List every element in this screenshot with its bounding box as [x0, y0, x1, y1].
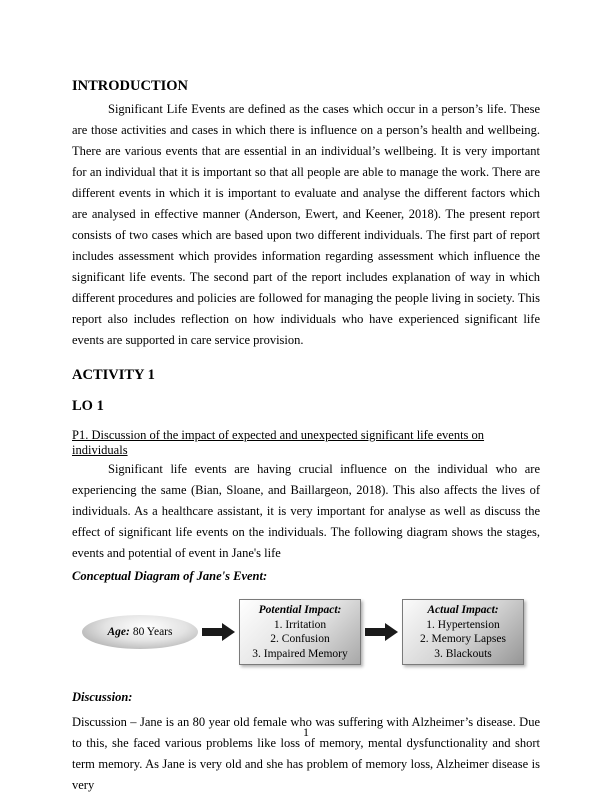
arrow-shaft: [202, 628, 222, 636]
actual-impact-item: 3. Blackouts: [434, 647, 492, 660]
discussion-paragraph: Discussion – Jane is an 80 year old female who was suffering with Alzheimer’s disease. Due to this, she faced various problems like loss of memory, mental dysfunctionality and short term memory. As Jane is very old and she has problem of memory loss, Alzheimer disease is very: [72, 715, 540, 792]
arrow-right-icon: [365, 623, 398, 641]
actual-impact-item: 2. Memory Lapses: [420, 633, 506, 645]
potential-impact-item: 3. Impaired Memory: [252, 647, 348, 660]
arrow-right-icon: [202, 623, 235, 641]
introduction-paragraph: Significant Life Events are defined as the cases which occur in a person’s life. These are those activities and cases in which there is influence on a person’s health and wellbeing. There are various events that are essential in an individual’s wellbeing. It is very important for an individual that it is important so that all people are able to manage the work. There are different events in which it is important to evaluate and analyse the different factors which are analysed in effective manner (Anderson, Ewert, and Keener, 2018). The present report consists of two cases which are based upon two different individuals. The first part of report includes assessment which provides information regarding assessment which influence the significant life events. The second part of the report includes explanation of way in which different procedures and policies are followed for managing the people living in society. This report also includes reflection on how individuals who have experienced significant life events are supported in care service provision.: [72, 102, 540, 347]
actual-impact-box: [402, 599, 524, 665]
diagram-caption: Conceptual Diagram of Jane's Event:: [72, 569, 268, 583]
arrow-shaft: [365, 628, 385, 636]
heading-introduction: INTRODUCTION: [72, 78, 189, 94]
p1-paragraph: Significant life events are having crucial influence on the individual who are experiencing the same (Bian, Sloane, and Baillargeon, 2018). This also affects the lives of individuals. As a healthcare assistant, it is very important for analyse as well as discuss the effect of significant life events on the individuals. The following diagram shows the stages, events and potential of event in Jane's life: [72, 462, 540, 560]
arrow-head: [222, 623, 235, 641]
age-label: Age:: [107, 626, 130, 638]
jane-event-diagram: [82, 599, 534, 665]
potential-impact-box: [239, 599, 361, 665]
age-value: 80 Years: [132, 626, 173, 638]
age-ellipse-shape: [82, 615, 198, 649]
potential-impact-item: 1. Irritation: [273, 618, 327, 631]
actual-impact-item: 1. Hypertension: [426, 618, 500, 631]
page-number: 1: [303, 725, 309, 739]
p1-section-heading: P1. Discussion of the impact of expected and unexpected significant life events on individuals: [72, 428, 485, 457]
actual-impact-title: Actual Impact:: [427, 604, 499, 616]
potential-impact-title: Potential Impact:: [258, 604, 342, 616]
heading-lo-1: LO 1: [72, 398, 104, 414]
heading-activity-1: ACTIVITY 1: [72, 367, 155, 383]
discussion-heading: Discussion:: [72, 690, 133, 704]
arrow-head: [385, 623, 398, 641]
potential-impact-item: 2. Confusion: [270, 633, 330, 645]
